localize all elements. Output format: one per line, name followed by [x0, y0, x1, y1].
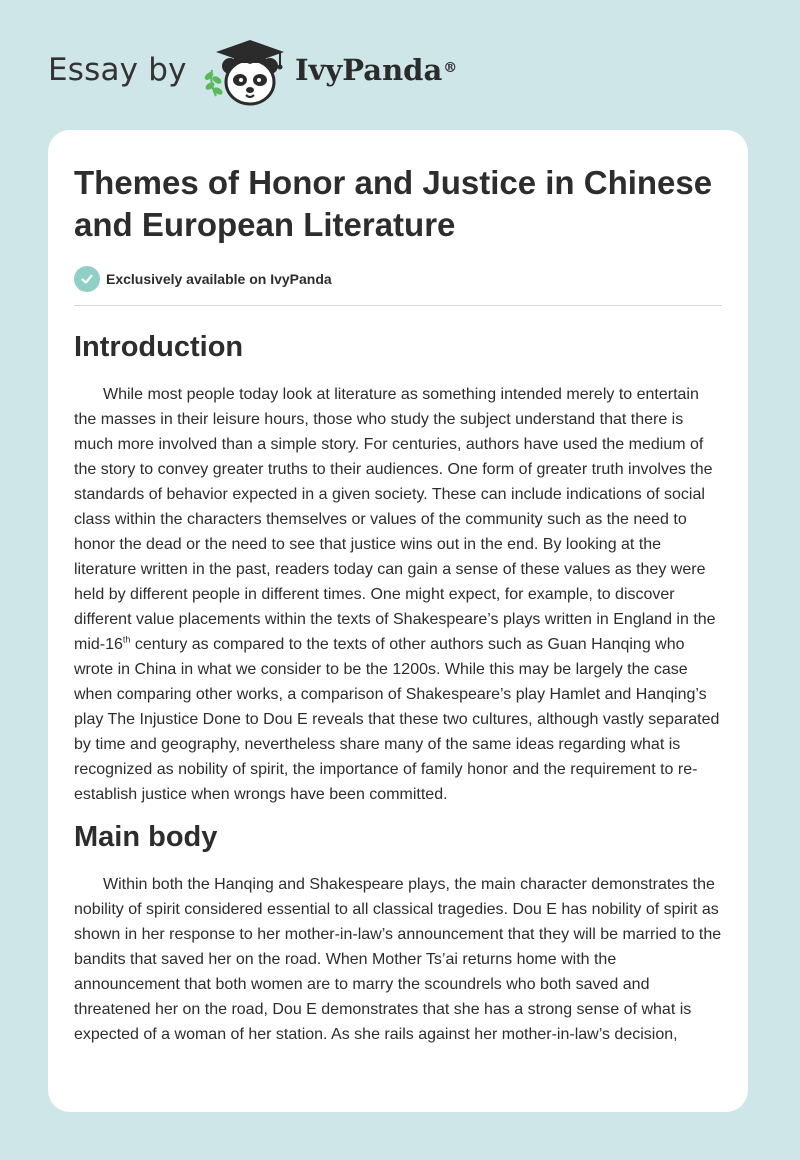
section-heading-introduction: Introduction	[74, 331, 244, 363]
leaf-icon	[203, 70, 224, 96]
ordinal-suffix: th	[122, 634, 131, 645]
introduction-paragraph	[74, 382, 722, 807]
main-body-paragraph: Within both the Hanqing and Shakespeare plays, the main character demonstrates the nobility of spirit considered essential to all classical tragedies. Dou E has nobility of spirit as shown in her response to her mother-in-law’s announcement that they will be married to the bandits that saved her on the road. When Mother Ts’ai returns home with the announcement that both women are to marry the scoundrels who both saved and threatened her on the road, Dou E demonstrates that she has a strong sense of what is expected of a woman of her station. As she rails against her mother-in-law’s decision,	[74, 876, 722, 1043]
essay-by-label: Essay by	[48, 52, 187, 88]
introduction-text-part2: century as compared to the texts of other authors such as Guan Hanqing who wrote in China in what we consider to be the 1200s. While this may be largely the case when comparing other works, a comparison of Shakespeare’s play Hamlet and Hanqing’s play The Injustice Done to Dou E reveals that these two cultures, although vastly separated by time and geography, nevertheless share many of the same ideas regarding what is recognized as nobility of spirit, the importance of family honor and the requirement to re-establish justice when wrongs have been committed.	[74, 636, 720, 803]
divider	[74, 305, 722, 306]
brand-name[interactable]	[295, 50, 457, 90]
essay-content	[74, 162, 722, 1047]
essay-title: Themes of Honor and Justice in Chinese and European Literature	[74, 164, 713, 243]
section-heading-main-body: Main body	[74, 821, 218, 853]
brand-text: IvyPanda	[295, 53, 443, 87]
exclusive-badge	[74, 266, 722, 292]
essay-card	[48, 130, 748, 1112]
exclusive-label: Exclusively available on IvyPanda	[106, 271, 332, 287]
panda-logo-icon[interactable]	[200, 36, 292, 108]
registered-mark: ®	[443, 60, 458, 76]
site-header	[0, 0, 800, 130]
check-icon	[74, 266, 100, 292]
introduction-text-part1: While most people today look at literature as something intended merely to entertain the masses in their leisure hours, those who study the subject understand that there is much more involved than a simple story. For centuries, authors have used the medium of the story to convey greater truths to their audiences. One form of greater truth involves the standards of behavior expected in a given society. These can include indications of social class within the characters themselves or values of the community such as the need to honor the dead or the need to see that justice wins out in the end. By looking at the literature written in the past, readers today can gain a sense of these values as they were held by different people in different times. One might expect, for example, to discover different value placements within the texts of Shakespeare’s plays written in England in the mid-16	[74, 386, 716, 653]
